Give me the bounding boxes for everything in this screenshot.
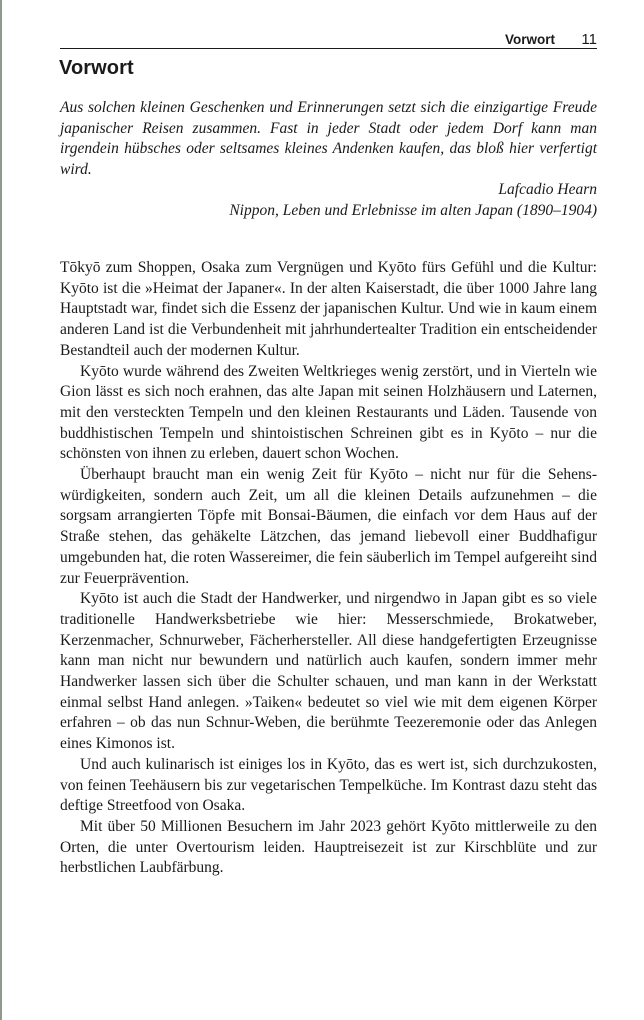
page-number: 11 xyxy=(581,31,597,48)
chapter-title: Vorwort xyxy=(59,57,134,79)
epigraph-author: Lafcadio Hearn xyxy=(498,181,597,199)
page-edge xyxy=(0,0,2,1020)
epigraph xyxy=(60,98,597,222)
epigraph-source: Nippon, Leben und Erlebnisse im alten Japan (1890–1904) xyxy=(229,201,597,219)
page-header xyxy=(60,28,597,49)
paragraph: Kyōto ist auch die Stadt der Handwerker, und nirgendwo in Japan gibt es so viele traditionelle Handwerksbetriebe wie hier: Messerschmiede, Brokatweber, Kerzenmacher, Schnurweber, Fächerhersteller. All diese handgefertigten Erzeugnisse kann man nicht nur bewundern und natürlich auch kaufen, sondern immer mehr Handwerker lassen sich über die Schulter schauen, und man kann in der Werkstatt einmal selbst Hand anlegen. »Taiken« bedeutet so viel wie mit dem eigenen Körper erfahren – ob das nun Schnur-Weben, die berühmte Teezeremonie oder das Anlegen eines Kimonos ist. xyxy=(60,590,597,753)
body-text xyxy=(60,258,597,879)
epigraph-quote: Aus solchen kleinen Geschenken und Erinnerungen setzt sich die einzigartige Freude japanischer Reisen zusammen. Fast in jeder Stadt oder jedem Dorf kann man irgendein hübsches oder seltsames kleines Andenken kaufen, das bloß hier verfertigt wird. xyxy=(60,99,597,178)
running-title: Vorwort xyxy=(505,32,555,47)
paragraph: Mit über 50 Millionen Besuchern im Jahr 2023 gehört Kyōto mittlerweile zu den Orten, die unter Overtourism leiden. Hauptreisezeit ist zur Kirschblüte und zur herbstlichen Laubfärbung. xyxy=(60,817,597,877)
paragraph: Und auch kulinarisch ist einiges los in Kyōto, das es wert ist, sich durchzukosten, von feinen Teehäusern bis zur vegetarischen Tempelküche. Im Kontrast dazu steht das deftige Streetfood von Osaka. xyxy=(60,755,597,815)
paragraph: Überhaupt braucht man ein wenig Zeit für Kyōto – nicht nur für die Sehenswürdigkeiten, sondern auch Zeit, um all die kleinen Details aufzunehmen – die sorgsam arrangierten Töpfe mit Bonsai-Bäumen, die einfach vor dem Haus auf der Straße stehen, das gehäkelte Lätzchen, das jemand liebevoll einer Buddhafigur umgebunden hat, die roten Wassereimer, die fein säuberlich im Tempel aufgereiht sind zur Feuerprävention. xyxy=(60,466,597,587)
paragraph: Tōkyō zum Shoppen, Osaka zum Vergnügen und Kyōto fürs Gefühl und die Kultur: Kyōto ist die »Heimat der Japaner«. In der alten Kaiserstadt, die über 1000 Jahre lang Hauptstadt war, findet sich die Essenz der japanischen Kultur. Und wie in kaum einem anderen Land ist die Verbundenheit mit jahrhundertealter Tradition ein entscheidender Bestandteil auch der modernen Kultur. xyxy=(60,259,597,359)
paragraph: Kyōto wurde während des Zweiten Weltkrieges wenig zerstört, und in Vierteln wie Gion lässt es sich noch erahnen, das alte Japan mit seinen Holzhäusern und Laternen, mit den versteckten Tempeln und den kleinen Restaurants und Läden. Tausende von buddhistischen Tempeln und shintoistischen Schreinen gibt es in Kyōto – nur die schönsten von ihnen zu erleben, dauert schon Wochen. xyxy=(60,362,597,463)
